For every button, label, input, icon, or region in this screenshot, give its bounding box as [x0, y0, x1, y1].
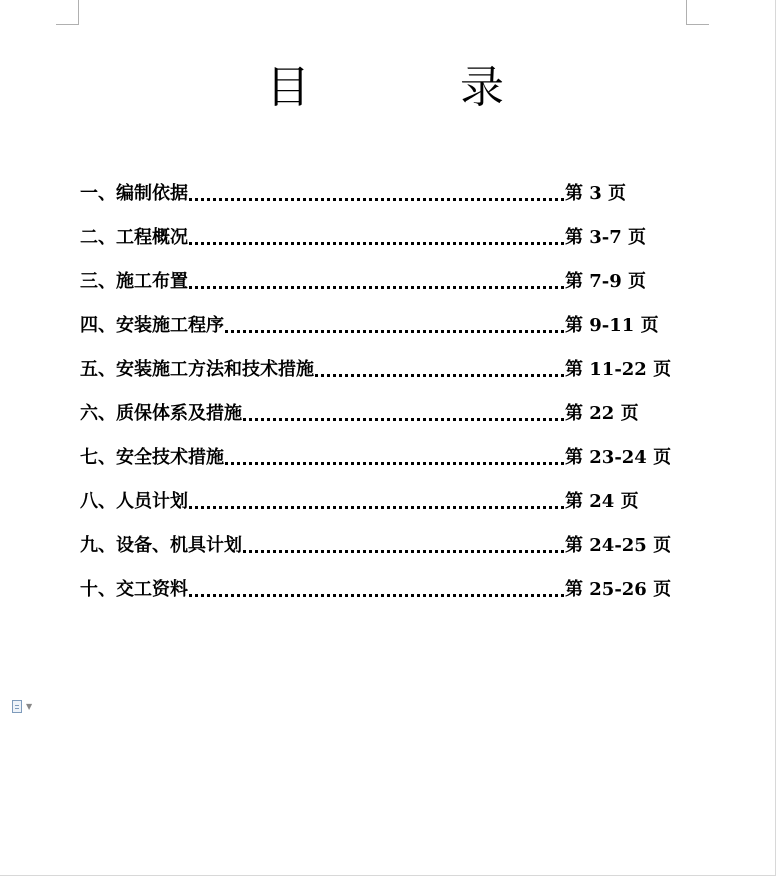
toc-entry-label: 九、设备、机具计划 — [80, 535, 242, 556]
toc-entry-label: 四、安装施工程序 — [80, 315, 224, 336]
toc-entry-label: 五、安装施工方法和技术措施 — [80, 359, 314, 380]
dot-leader — [189, 572, 564, 597]
toc-entry-page: 第 23-24 页 — [565, 447, 672, 468]
toc-entry[interactable] — [80, 170, 660, 214]
toc-entry-label: 七、安全技术措施 — [80, 447, 224, 468]
chevron-down-icon: ▼ — [26, 701, 33, 711]
title-char-1: 目 — [266, 62, 310, 113]
toc-entry-label: 六、质保体系及措施 — [80, 403, 242, 424]
toc-entry-label: 一、编制依据 — [80, 183, 188, 204]
toc-entry[interactable] — [80, 214, 660, 258]
toc-entry-page: 第 11-22 页 — [565, 359, 672, 380]
crop-mark-top-right — [686, 0, 709, 25]
title-char-2: 录 — [460, 62, 504, 113]
crop-mark-top-left — [56, 0, 79, 25]
toc-entry-label: 二、工程概况 — [80, 227, 188, 248]
table-of-contents — [80, 170, 672, 610]
toc-entry-page: 第 3 页 — [565, 183, 627, 204]
toc-entry[interactable] — [80, 522, 672, 566]
page-title — [0, 62, 770, 114]
dot-leader — [225, 440, 564, 465]
dot-leader — [189, 484, 564, 509]
dot-leader — [243, 528, 564, 553]
toc-entry-page: 第 24-25 页 — [565, 535, 672, 556]
toc-entry-page: 第 7-9 页 — [565, 271, 647, 292]
document-icon — [12, 700, 22, 713]
dot-leader — [243, 396, 564, 421]
toc-entry-page: 第 22 页 — [565, 403, 639, 424]
paste-options-button[interactable] — [12, 698, 40, 714]
dot-leader — [189, 176, 564, 201]
toc-entry-label: 十、交工资料 — [80, 579, 188, 600]
dot-leader — [225, 308, 564, 333]
toc-entry-page: 第 9-11 页 — [565, 315, 659, 336]
toc-entry[interactable] — [80, 346, 672, 390]
toc-entry[interactable] — [80, 390, 660, 434]
dot-leader — [189, 264, 564, 289]
toc-entry-page: 第 24 页 — [565, 491, 639, 512]
toc-entry-label: 八、人员计划 — [80, 491, 188, 512]
toc-entry[interactable] — [80, 258, 660, 302]
toc-entry-label: 三、施工布置 — [80, 271, 188, 292]
dot-leader — [315, 352, 564, 377]
toc-entry-page: 第 3-7 页 — [565, 227, 647, 248]
toc-entry[interactable] — [80, 566, 672, 610]
toc-entry[interactable] — [80, 434, 672, 478]
toc-entry-page: 第 25-26 页 — [565, 579, 672, 600]
toc-entry[interactable] — [80, 302, 660, 346]
toc-entry[interactable] — [80, 478, 660, 522]
dot-leader — [189, 220, 564, 245]
